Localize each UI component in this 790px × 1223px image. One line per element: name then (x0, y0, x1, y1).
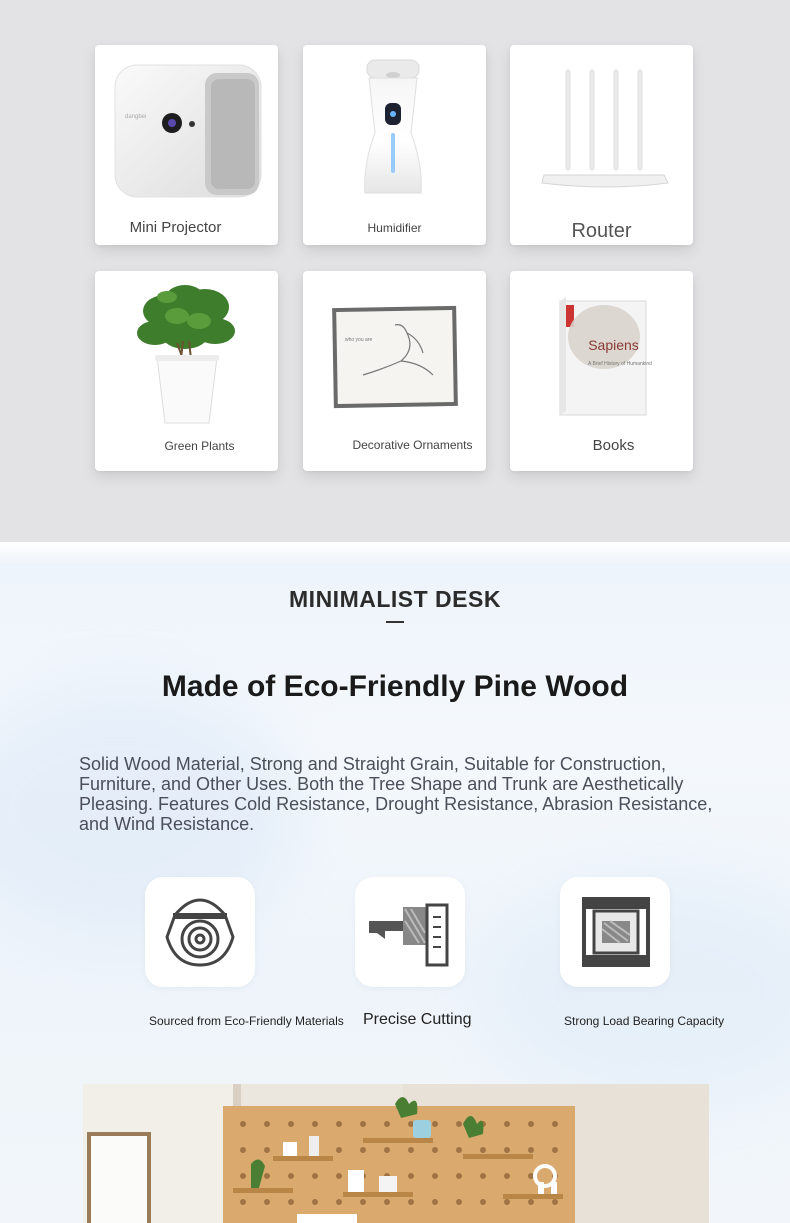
product-label: Green Plants (164, 439, 235, 453)
product-card-humidifier[interactable] (303, 45, 486, 245)
product-card-green-plants[interactable] (95, 271, 278, 471)
feature-label: Sourced from Eco-Friendly Materials (149, 1014, 344, 1028)
svg-text:dangbei: dangbei (125, 114, 147, 120)
svg-text:A Brief History of Humankind: A Brief History of Humankind (588, 361, 652, 367)
product-label: Decorative Ornaments (352, 438, 473, 452)
product-card-router[interactable] (510, 45, 693, 245)
feature-label: Precise Cutting (363, 1011, 472, 1028)
humidifier-image (303, 45, 486, 205)
product-label: Mini Projector (129, 219, 222, 236)
svg-text:who you are: who you are (345, 337, 373, 343)
desk-room-photo (83, 1084, 709, 1223)
framed-art-image (303, 271, 486, 431)
product-card-decorative-ornaments[interactable] (303, 271, 486, 471)
heading-underline (386, 621, 404, 623)
book-cover-title: Sapiens (588, 337, 639, 353)
caliper-icon (355, 877, 465, 987)
product-card-mini-projector[interactable] (95, 45, 278, 245)
accessory-grid (0, 0, 790, 542)
router-image (510, 45, 693, 205)
product-label: Router (571, 220, 632, 242)
product-label: Humidifier (367, 221, 422, 235)
section-heading: MINIMALIST DESK (289, 586, 501, 612)
product-card-books[interactable] (510, 271, 693, 471)
section-title: Made of Eco-Friendly Pine Wood (161, 670, 629, 703)
mini-projector-image (95, 45, 278, 205)
feature-label: Strong Load Bearing Capacity (564, 1014, 725, 1028)
press-icon (560, 877, 670, 987)
desk-feature-section (0, 542, 790, 1223)
section-description: Solid Wood Material, Strong and Straight Grain, Suitable for Construction, Furniture, and Other Uses. Both the Tree Shape and Trunk are Aesthetically Pleasing. Features Cold Resistance, Drought Resistance, Abrasion Resistance, and Wind Resistance. (79, 754, 713, 834)
log-saw-icon (145, 877, 255, 987)
product-label: Books (592, 437, 635, 454)
potted-plant-image (95, 271, 278, 431)
